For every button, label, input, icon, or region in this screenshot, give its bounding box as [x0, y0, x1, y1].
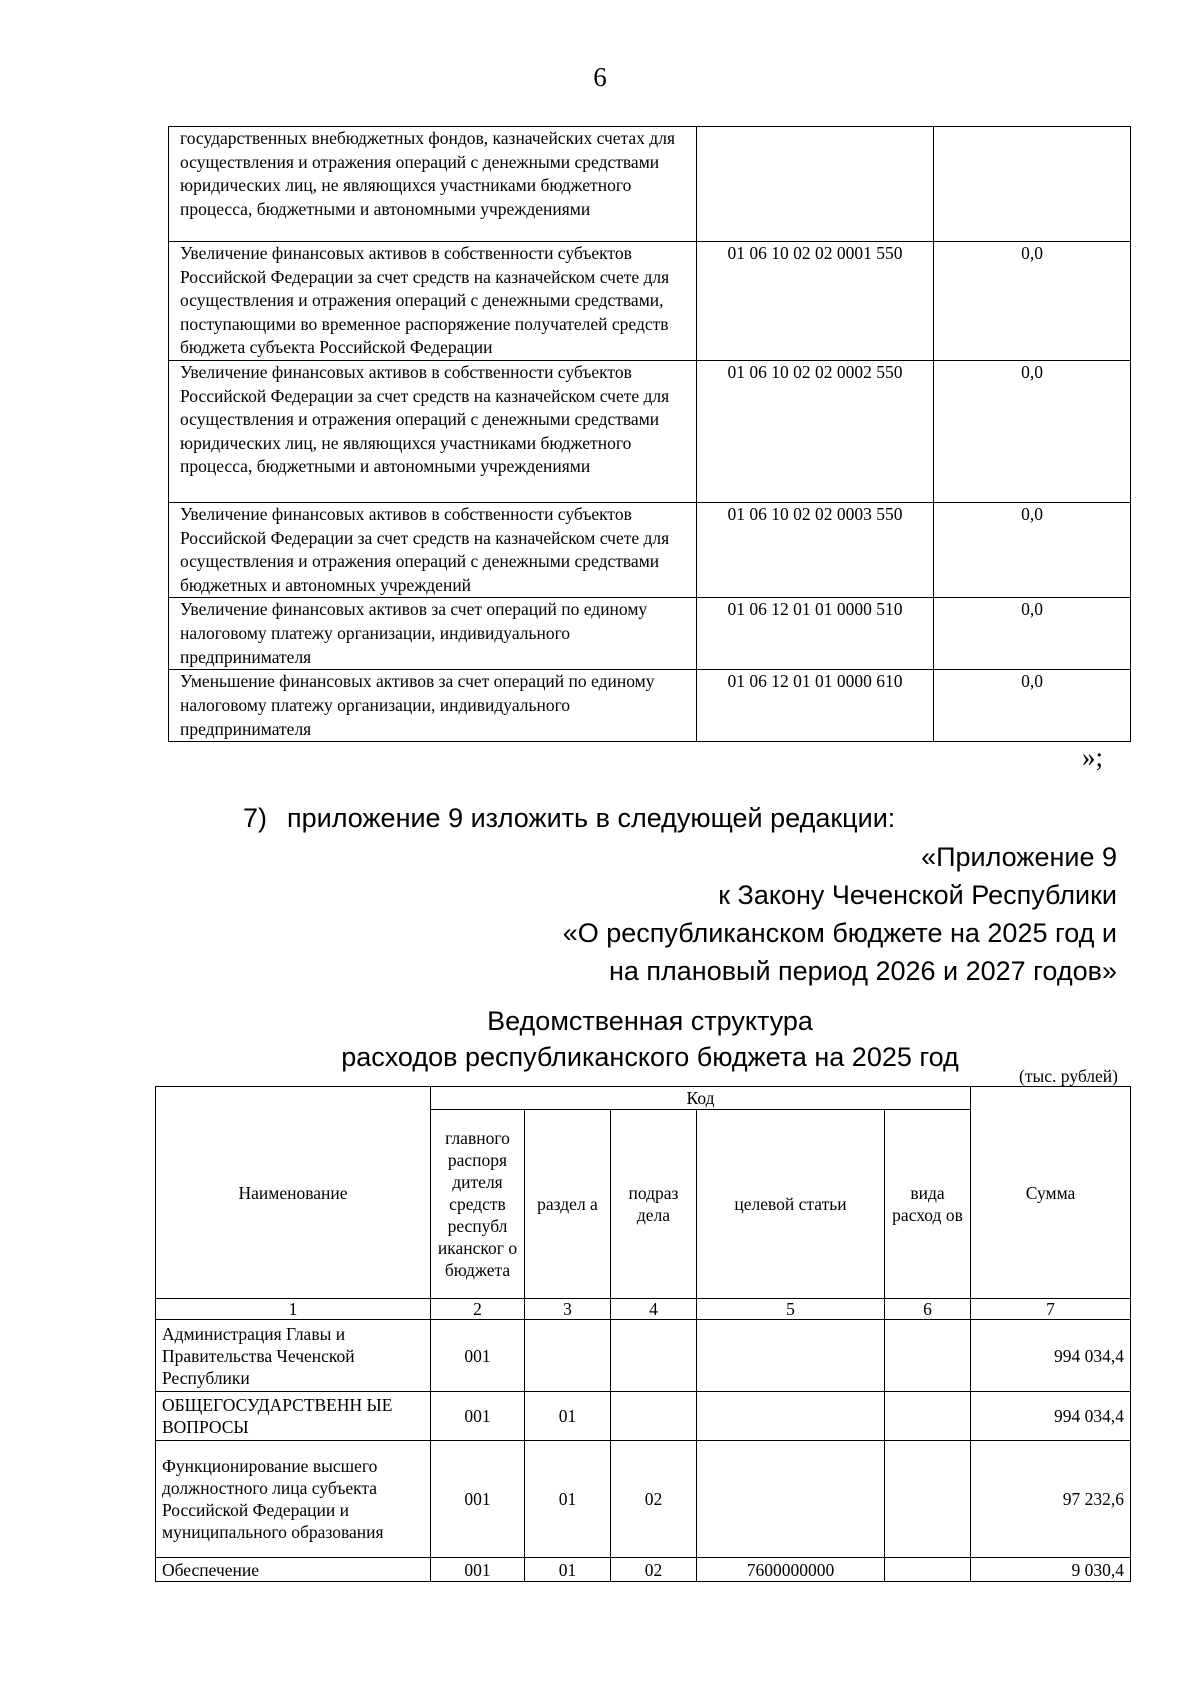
- row-amount: 994 034,4: [971, 1392, 1131, 1441]
- row-amount: 0,0: [934, 503, 1131, 598]
- item-number: 7): [243, 803, 268, 833]
- row-target: [697, 1392, 885, 1441]
- header-amount: Сумма: [971, 1087, 1131, 1299]
- page-number: 6: [593, 62, 607, 92]
- row-description: Увеличение финансовых активов в собственности субъектов Российской Федерации за счет средств на казначейском счете для осуществления и отражения операций с денежными средствами юридических лиц, не являющихся участниками бюджетного процесса, бюджетными и автономными учреждениями: [169, 361, 697, 503]
- row-type: [885, 1441, 971, 1558]
- header-code-group: Код: [431, 1087, 971, 1110]
- row-name: ОБЩЕГОСУДАРСТВЕНН ЫЕ ВОПРОСЫ: [156, 1392, 431, 1441]
- row-target: 7600000000: [697, 1558, 885, 1582]
- table-row: [156, 1441, 1131, 1558]
- structure-title-line: расходов республиканского бюджета на 2025 год: [341, 1042, 959, 1072]
- row-amount: [934, 127, 1131, 242]
- row-type: [885, 1320, 971, 1392]
- header-section: раздел а: [525, 1110, 611, 1299]
- row-amount: 0,0: [934, 242, 1131, 361]
- table-row: [169, 598, 1131, 670]
- column-numbers-row: [156, 1299, 1131, 1320]
- row-chief: 001: [431, 1320, 525, 1392]
- row-subsection: [611, 1392, 697, 1441]
- row-chief: 001: [431, 1441, 525, 1558]
- row-section: [525, 1320, 611, 1392]
- row-name: Администрация Главы и Правительства Чеченской Республики: [156, 1320, 431, 1392]
- row-code: [697, 127, 934, 242]
- row-section: 01: [525, 1392, 611, 1441]
- row-amount: 97 232,6: [971, 1441, 1131, 1558]
- row-section: 01: [525, 1558, 611, 1582]
- row-description: Увеличение финансовых активов за счет операций по единому налоговому платежу организации, индивидуального предпринимателя: [169, 598, 697, 670]
- expenses-table: [155, 1086, 1131, 1582]
- table-row: [169, 242, 1131, 361]
- column-number: 4: [611, 1299, 697, 1320]
- appendix-header-line: «Приложение 9: [921, 842, 1117, 872]
- appendix-header-line: к Закону Чеченской Республики: [718, 880, 1117, 910]
- structure-title: [0, 1003, 1200, 1075]
- row-chief: 001: [431, 1558, 525, 1582]
- header-subsection: подраз дела: [611, 1110, 697, 1299]
- header-name: Наименование: [156, 1087, 431, 1299]
- column-number: 5: [697, 1299, 885, 1320]
- header-target-item: целевой статьи: [697, 1110, 885, 1299]
- row-subsection: 02: [611, 1441, 697, 1558]
- row-target: [697, 1441, 885, 1558]
- row-description: Увеличение финансовых активов в собственности субъектов Российской Федерации за счет средств на казначейском счете для осуществления и отражения операций с денежными средствами, поступающими во временное распоряжение получателей средств бюджета субъекта Российской Федерации: [169, 242, 697, 361]
- header-row: [156, 1087, 1131, 1110]
- row-name: Функционирование высшего должностного лица субъекта Российской Федерации и муниципального образования: [156, 1441, 431, 1558]
- row-amount: 994 034,4: [971, 1320, 1131, 1392]
- row-name: Обеспечение: [156, 1558, 431, 1582]
- row-code: 01 06 12 01 01 0000 510: [697, 598, 934, 670]
- row-amount: 9 030,4: [971, 1558, 1131, 1582]
- column-number: 1: [156, 1299, 431, 1320]
- row-chief: 001: [431, 1392, 525, 1441]
- column-number: 3: [525, 1299, 611, 1320]
- closing-quote: »;: [1082, 742, 1104, 772]
- table-row: [169, 670, 1131, 742]
- amendment-item: [243, 803, 895, 834]
- row-section: 01: [525, 1441, 611, 1558]
- column-number: 2: [431, 1299, 525, 1320]
- row-code: 01 06 10 02 02 0003 550: [697, 503, 934, 598]
- header-expense-type: вида расход ов: [885, 1110, 971, 1299]
- table-row: [156, 1558, 1131, 1582]
- row-amount: 0,0: [934, 598, 1131, 670]
- column-number: 7: [971, 1299, 1131, 1320]
- item-text: приложение 9 изложить в следующей редакции:: [287, 803, 896, 833]
- header-chief-manager: главного распоря дителя средств республ иканског о бюджета: [431, 1110, 525, 1299]
- sources-table: [168, 126, 1131, 742]
- row-target: [697, 1320, 885, 1392]
- table-row: [169, 127, 1131, 242]
- units-label: (тыс. рублей): [1019, 1066, 1118, 1086]
- row-amount: 0,0: [934, 670, 1131, 742]
- appendix-header-line: на плановый период 2026 и 2027 годов»: [608, 956, 1117, 986]
- row-code: 01 06 12 01 01 0000 610: [697, 670, 934, 742]
- row-description: государственных внебюджетных фондов, казначейских счетах для осуществления и отражения операций с денежными средствами юридических лиц, не являющихся участниками бюджетного процесса, бюджетными и автономными учреждениями: [169, 127, 697, 242]
- row-subsection: 02: [611, 1558, 697, 1582]
- appendix-header-line: «О республиканском бюджете на 2025 год и: [562, 918, 1117, 948]
- appendix-header: [563, 838, 1117, 990]
- structure-title-line: Ведомственная структура: [487, 1006, 813, 1036]
- row-description: Увеличение финансовых активов в собственности субъектов Российской Федерации за счет средств на казначейском счете для осуществления и отражения операций с денежными средствами бюджетных и автономных учреждений: [169, 503, 697, 598]
- row-description: Уменьшение финансовых активов за счет операций по единому налоговому платежу организации, индивидуального предпринимателя: [169, 670, 697, 742]
- table-row: [169, 361, 1131, 503]
- table-row: [156, 1392, 1131, 1441]
- row-type: [885, 1558, 971, 1582]
- column-number: 6: [885, 1299, 971, 1320]
- row-subsection: [611, 1320, 697, 1392]
- table-row: [156, 1320, 1131, 1392]
- table-row: [169, 503, 1131, 598]
- row-code: 01 06 10 02 02 0002 550: [697, 361, 934, 503]
- row-code: 01 06 10 02 02 0001 550: [697, 242, 934, 361]
- row-amount: 0,0: [934, 361, 1131, 503]
- row-type: [885, 1392, 971, 1441]
